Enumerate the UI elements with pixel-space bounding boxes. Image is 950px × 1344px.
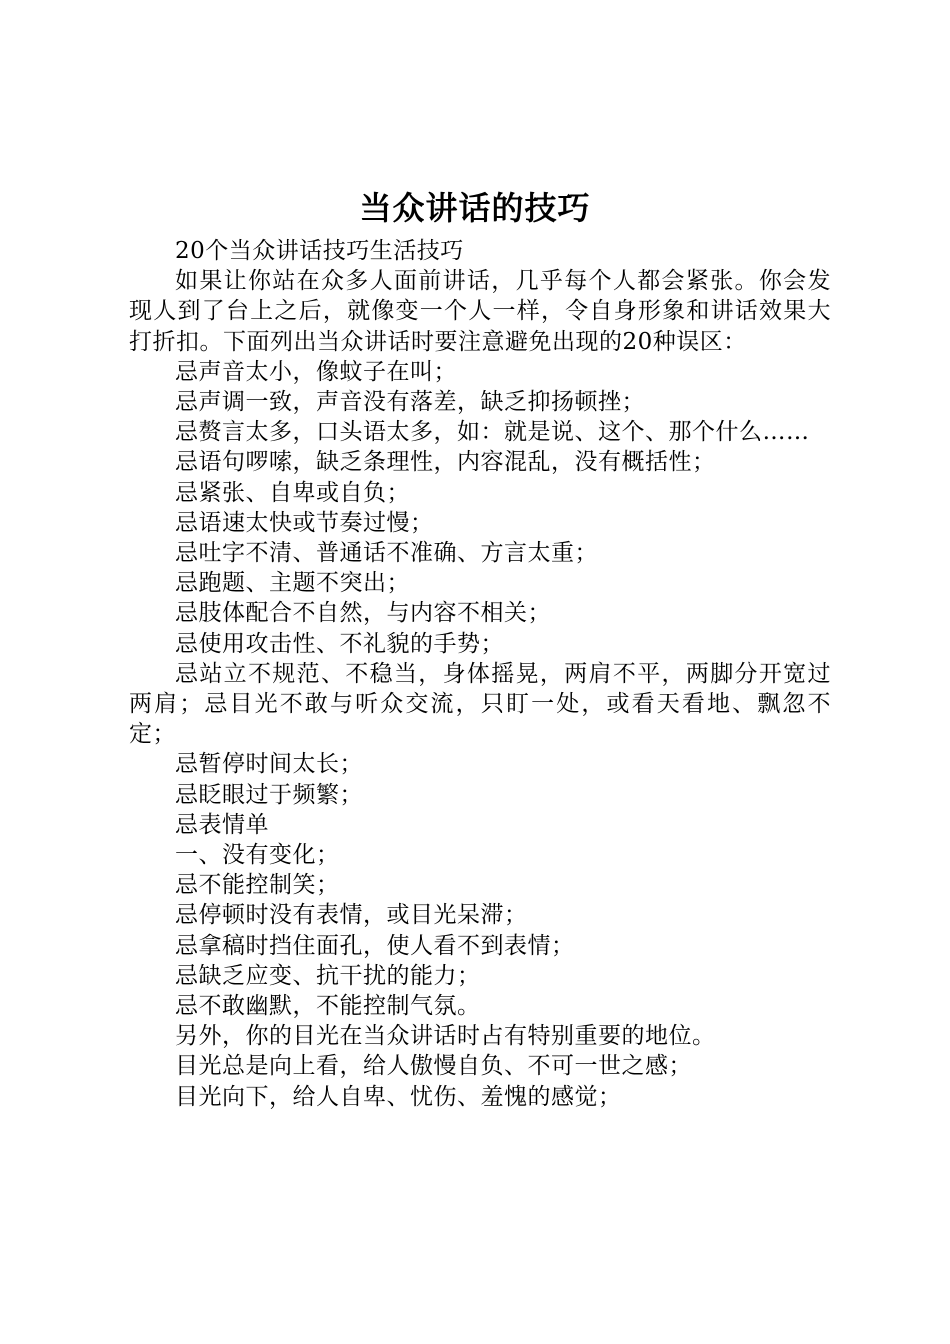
paragraph: 忌停顿时没有表情，或目光呆滞； <box>175 902 528 929</box>
paragraph: 忌紧张、自卑或自负； <box>175 479 410 506</box>
document-title: 当众讲话的技巧 <box>359 189 591 227</box>
document-body <box>129 236 831 1112</box>
paragraph: 忌吐字不清、普通话不准确、方言太重； <box>175 540 598 567</box>
paragraph: 忌语速太快或节奏过慢； <box>175 509 434 536</box>
paragraph: 一、没有变化； <box>175 842 340 869</box>
paragraph: 目光总是向上看，给人傲慢自负、不可一世之感； <box>175 1053 692 1080</box>
paragraph: 目光向下，给人自卑、忧伤、羞愧的感觉； <box>175 1083 622 1110</box>
paragraph: 忌使用攻击性、不礼貌的手势； <box>175 630 504 657</box>
paragraph: 另外，你的目光在当众讲话时占有特别重要的地位。 <box>175 1023 716 1050</box>
paragraph: 忌赘言太多，口头语太多，如：就是说、这个、那个什么…… <box>175 419 810 446</box>
paragraph: 忌肢体配合不自然，与内容不相关； <box>175 600 551 627</box>
paragraph: 忌跑题、主题不突出； <box>175 570 410 597</box>
paragraph: 忌暂停时间太长； <box>175 751 363 778</box>
paragraph: 忌声调一致，声音没有落差，缺乏抑扬顿挫； <box>175 389 645 416</box>
paragraph: 忌眨眼过于频繁； <box>175 781 363 808</box>
paragraph: 忌缺乏应变、抗干扰的能力； <box>175 962 481 989</box>
paragraph: 忌不敢幽默，不能控制气氛。 <box>175 993 481 1020</box>
paragraph: 忌拿稿时挡住面孔，使人看不到表情； <box>175 932 575 959</box>
paragraph: 20个当众讲话技巧生活技巧 <box>175 238 464 264</box>
paragraph: 忌表情单 <box>175 811 269 838</box>
paragraph: 忌声音太小，像蚊子在叫； <box>175 358 457 385</box>
paragraph: 忌不能控制笑； <box>175 872 340 899</box>
paragraph: 如果让你站在众多人面前讲话，几乎每个人都会紧张。你会发现人到了台上之后，就像变一个人一样，令自身形象和讲话效果大打折扣。下面列出当众讲话时要注意避免出现的20种误区： <box>129 268 831 355</box>
paragraph: 忌语句啰嗦，缺乏条理性，内容混乱，没有概括性； <box>175 449 716 476</box>
paragraph: 忌站立不规范、不稳当，身体摇晃，两肩不平，两脚分开宽过两肩；忌目光不敢与听众交流，只盯一处，或看天看地、飘忽不定； <box>129 660 831 748</box>
